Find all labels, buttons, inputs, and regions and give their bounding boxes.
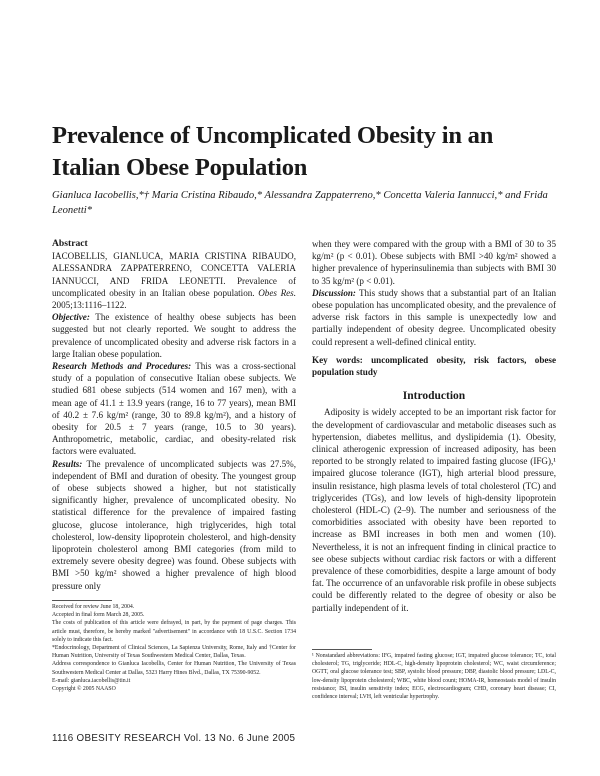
- footnote-divider-right: [312, 649, 372, 650]
- introduction-text: Adiposity is widely accepted to be an important risk factor for the development of cardiovascular and metabolic diseases such as hypertension, diabetes mellitus, and dyslipidemia (1). Obesity, clinical atherogenic expression of increased adiposity, has been reported to be strongly related to impaired fasting glucose (IFG),¹ impaired glucose tolerance (IGT), high arterial blood pressure, insulin resistance, high plasma levels of total cholesterol (TC) and triglycerides (TGs), and low levels of high-density lipoprotein cholesterol (HDL-C) (2–9). The number and seriousness of the comorbidities associated with obesity have been reported to increase as BMI increases in both men and women (10). Nevertheless, it is not an infrequent finding in clinical practice to see obese subjects without cardiac risk factors or with a different prevalence of these comorbidities, despite a large amount of body fat. The occurrence of an unfavorable risk profile in obese subjects could be differently related to the degree of obesity or also be partially independent of it.: [312, 407, 556, 613]
- abstract-citation: [52, 250, 296, 311]
- abstract-discussion: [312, 287, 556, 348]
- abstract-objective: [52, 311, 296, 360]
- results-label: Results:: [52, 458, 83, 469]
- author-list: Gianluca Iacobellis,*† Maria Cristina Ribaudo,* Alessandra Zappaterreno,* Concetta Valeria Iannucci,* and Frida Leonetti*: [52, 190, 548, 216]
- footnote-affiliations: *Endocrinology, Department of Clinical Sciences, La Sapienza University, Rome, Italy and †Center for Human Nutrition, University of Texas Southwestern Medical Center, Dallas, Texas.: [52, 645, 296, 660]
- footnote-divider-left: [52, 600, 112, 601]
- objective-label: Objective:: [52, 312, 90, 323]
- abstract-results-continued: when they were compared with the group with a BMI of 30 to 35 kg/m² (p < 0.01). Obese subjects with BMI >40 kg/m² showed a higher prevalence of hyperinsulinemia than subjects with BMI 30 to 35 kg/m² (p < 0.01).: [312, 239, 556, 286]
- footnote-address: Address correspondence to Gianluca Iacobellis, Center for Human Nutrition, The University of Texas Southwestern Medical Center at Dallas, 5323 Harry Hines Blvd., Dallas, TX 75390-9052.: [52, 661, 296, 676]
- footnote-accepted: Accepted in final form March 28, 2005.: [52, 612, 145, 619]
- footnote-costs: The costs of publication of this article were defrayed, in part, by the payment of page charges. This article must, therefore, be hereby marked "advertisement" in accordance with 18 U.S.C. Section 1734 solely to indicate this fact.: [52, 620, 296, 643]
- keywords: Key words: uncomplicated obesity, risk factors, obese population study: [312, 354, 556, 378]
- article-title: Prevalence of Uncomplicated Obesity in an Italian Obese Population: [52, 122, 494, 181]
- discussion-text: This study shows that a substantial part of an Italian obese population has uncomplicated obesity, and the prevalence of adverse risk factors in this sample is unexpectedly low and partially independent of obesity degree. Uncomplicated obesity could represent a well-defined clinical entity.: [312, 287, 556, 347]
- abstract-heading: Abstract: [52, 238, 88, 249]
- methods-text: This was a cross-sectional study of a population of consecutive Italian obese subjects. We studied 681 obese subjects (514 women and 167 men), with a mean age of 41.1 ± 13.9 years (range, 16 to 77 years), mean BMI of 40.2 ± 7.6 kg/m² (range, 30 to 89.8 kg/m²), and a history of obesity for 20.5 ± 7 years (range, 10.5 to 30 years). Anthropometric, metabolic, cardiac, and obesity-related risk factors were evaluated.: [52, 361, 296, 457]
- footnote-received: Received for review June 18, 2004.: [52, 604, 135, 610]
- footnote-left: [52, 603, 296, 693]
- abstract-methods: [52, 360, 296, 458]
- methods-label: Research Methods and Procedures:: [52, 361, 192, 372]
- results-text: The prevalence of uncomplicated subjects was 27.5%, independent of BMI and duration of obesity. The youngest group of obese subjects showed a higher, but not statistically significantly higher, prevalence of uncomplicated obesity. No statistical difference for the prevalence of impaired fasting glucose, glucose intolerance, high triglycerides, high total cholesterol, low-density lipoprotein cholesterol, and high-density lipoprotein cholesterol among BMI categories (from mild to extremely severe obesity degree) was found. Obese subjects with BMI >50 kg/m² showed a higher prevalence of high blood pressure only: [52, 458, 296, 591]
- introduction-heading: Introduction: [402, 390, 466, 403]
- footnote-copyright: Copyright © 2005 NAASO: [52, 686, 116, 693]
- right-column: [312, 238, 556, 614]
- citation-journal: Obes Res.: [258, 287, 296, 298]
- abstract-results: [52, 458, 296, 592]
- discussion-label: Discussion:: [312, 287, 356, 298]
- left-column: [52, 238, 296, 592]
- footnote-email: E-mail: gianluca.iacobellis@tin.it: [52, 677, 131, 684]
- page-footer: 1116 OBESITY RESEARCH Vol. 13 No. 6 June 2005: [52, 733, 296, 744]
- footnote-abbreviations: ¹ Nonstandard abbreviations: IFG, impaired fasting glucose; IGT, impaired glucose tolerance; TC, total cholesterol; TG, triglyceride; HDL-C, high-density lipoprotein cholesterol; WC, waist circumference; OGTT, oral glucose tolerance test; SBP, systolic blood pressure; DBP, diastolic blood pressure; LDL-C, low-density lipoprotein cholesterol; WBC, white blood count; HOMA-IR, homeostasis model of insulin resistance; ISI, insulin sensitivity index; ECG, electrocardiogram; CHD, coronary heart disease; CI, confidence interval; LVH, left ventricular hypertrophy.: [312, 653, 556, 701]
- citation-names: IACOBELLIS, GIANLUCA, MARIA CRISTINA RIBAUDO, ALESSANDRA ZAPPATERRENO, CONCETTA VALERIA IANNUCCI, AND FRIDA LEONETTI. Prevalence of uncomplicated obesity in an Italian obese population.: [52, 251, 296, 298]
- objective-text: The existence of healthy obese subjects has been suggested but not clearly reported. We sought to address the prevalence of uncomplicated obesity and adverse risk factors in a large Italian obese population.: [52, 312, 296, 359]
- citation-tail: 2005;13:1116–1122.: [52, 300, 127, 311]
